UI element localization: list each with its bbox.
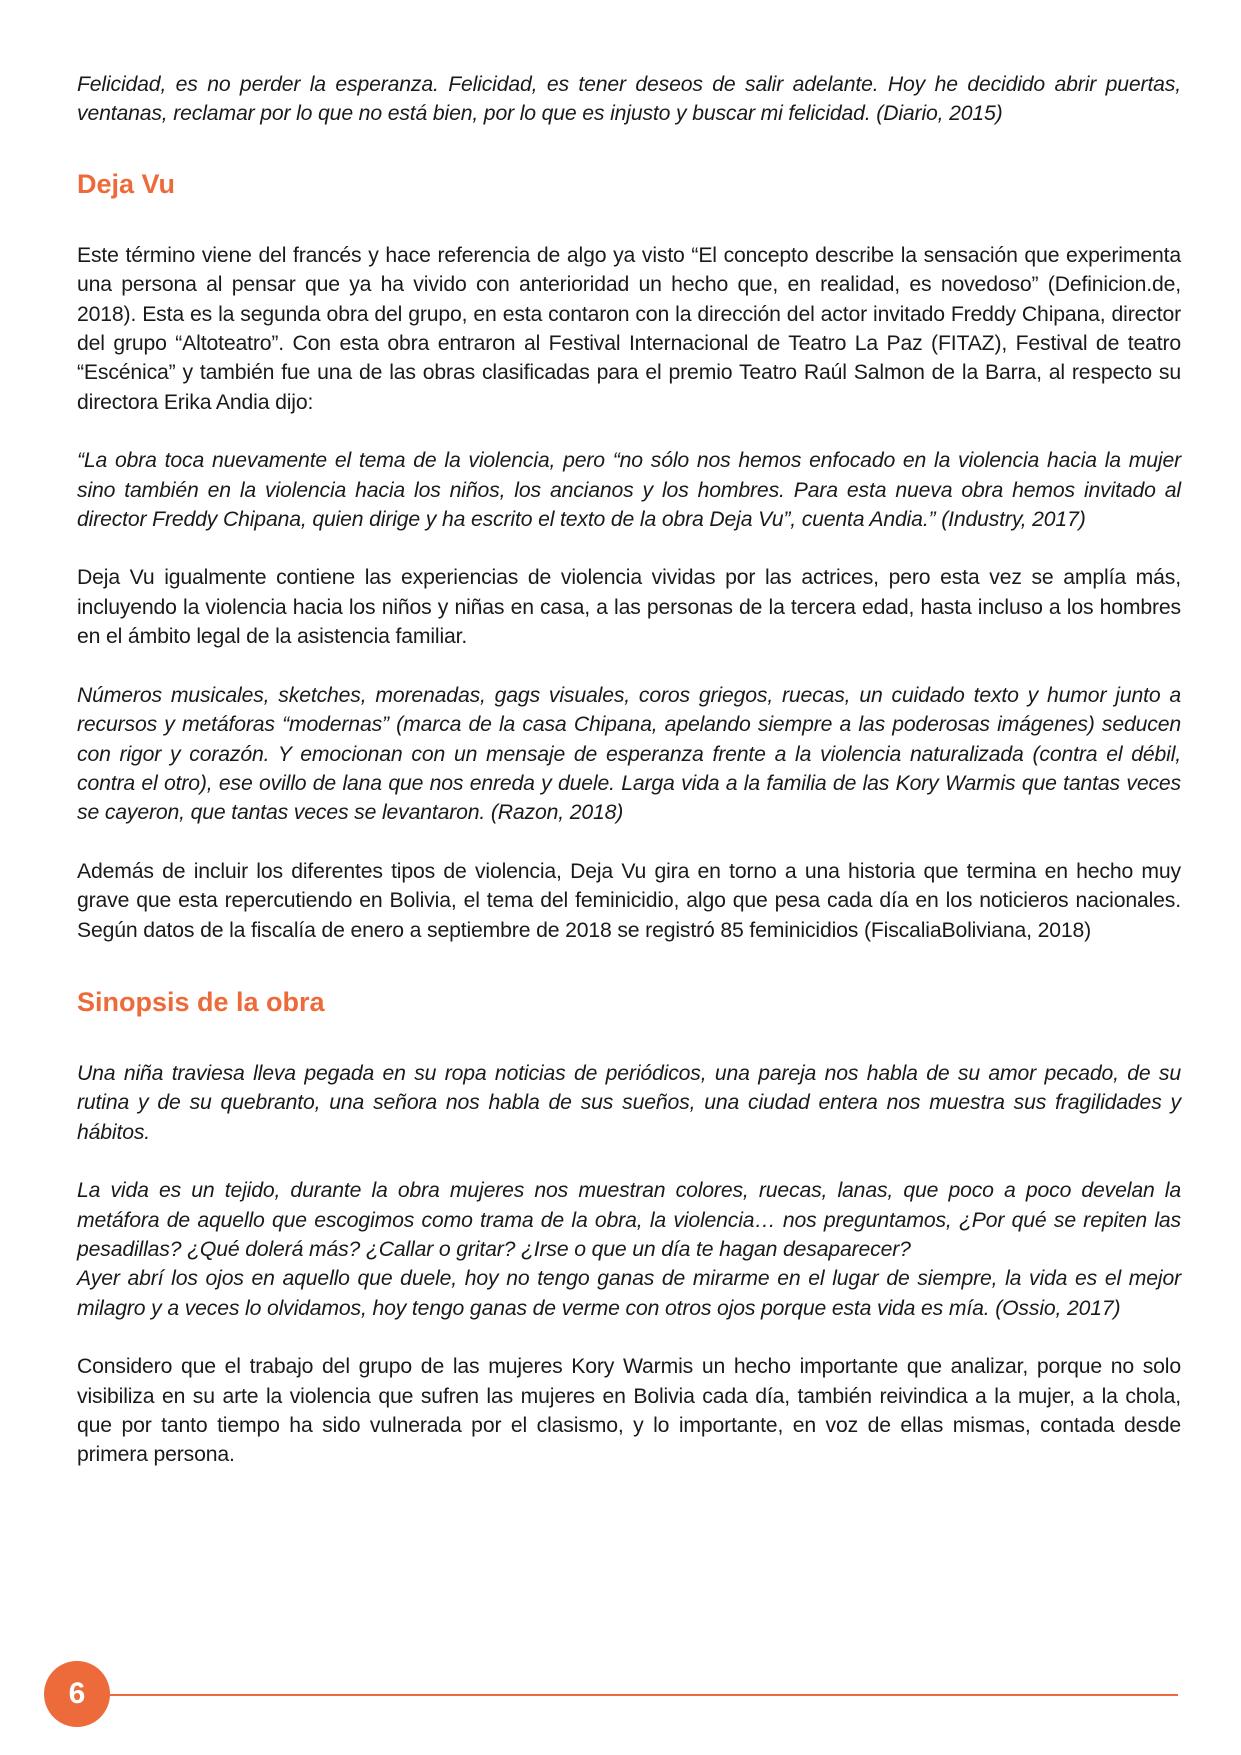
sinopsis-paragraph-2a: La vida es un tejido, durante la obra mujeres nos muestran colores, ruecas, lanas, que poco a poco develan la metáfora de aquello que escogimos como trama de la obra, la violencia… nos preguntamos, ¿Por qué se repiten las pesadillas? ¿Qué dolerá más? ¿Callar o gritar? ¿Irse o que un día te hagan desaparecer?: [77, 1179, 1181, 1261]
document-body: [77, 70, 1181, 1499]
footer-divider: [100, 1694, 1178, 1696]
deja-vu-paragraph-1: Este término viene del francés y hace referencia de algo ya visto “El concepto describe la sensación que experimenta una persona al pensar que ya ha vivido con anterioridad un hecho que, en realidad, es novedoso” (Definicion.de, 2018). Esta es la segunda obra del grupo, en esta contaron con la dirección del actor invitado Freddy Chipana, director del grupo “Altoteatro”. Con esta obra entraron al Festival Internacional de Teatro La Paz (FITAZ), Festival de teatro “Escénica” y también fue una de las obras clasificadas para el premio Teatro Raúl Salmon de la Barra, al respecto su directora Erika Andia dijo:: [77, 243, 1181, 414]
deja-vu-paragraph-3: Además de incluir los diferentes tipos de violencia, Deja Vu gira en torno a una historia que termina en hecho muy grave que esta repercutiendo en Bolivia, el tema del feminicidio, algo que pesa cada día en los noticieros nacionales. Según datos de la fiscalía de enero a septiembre de 2018 se registró 85 feminicidios (FiscaliaBoliviana, 2018): [77, 859, 1181, 942]
page-number: 6: [68, 1677, 86, 1710]
deja-vu-quote-paragraph: “La obra toca nuevamente el tema de la violencia, pero “no sólo nos hemos enfocado en la violencia hacia la mujer sino también en la violencia hacia los niños, los ancianos y los hombres. Para esta nueva obra hemos invitado al director Freddy Chipana, quien dirige y ha escrito el texto de la obra Deja Vu”, cuenta Andia.” (Industry, 2017): [77, 449, 1181, 532]
section-heading-deja-vu: Deja Vu: [77, 168, 176, 199]
sinopsis-paragraph-2b: Ayer abrí los ojos en aquello que duele, hoy no tengo ganas de mirarme en el lugar de siempre, la vida es el mejor milagro y a veces lo olvidamos, hoy tengo ganas de verme con otros ojos porque esta vida es mía. (Ossio, 2017): [77, 1267, 1181, 1320]
razon-quote-paragraph: Números musicales, sketches, morenadas, gags visuales, coros griegos, ruecas, un cuidado texto y humor junto a recursos y metáforas “modernas” (marca de la casa Chipana, apelando siempre a las poderosas imágenes) seducen con rigor y corazón. Y emocionan con un mensaje de esperanza frente a la violencia naturalizada (contra el débil, contra el otro), ese ovillo de lana que nos enreda y duele. Larga vida a la familia de las Kory Warmis que tantas veces se cayeron, que tantas veces se levantaron. (Razon, 2018): [77, 683, 1181, 825]
page-number-badge: [44, 1661, 110, 1727]
sinopsis-paragraph-1: Una niña traviesa lleva pegada en su ropa noticias de periódicos, una pareja nos habla de su amor pecado, de su rutina y de su quebranto, una señora nos habla de sus sueños, una ciudad entera nos muestra sus fragilidades y hábitos.: [77, 1061, 1181, 1144]
section-heading-sinopsis: Sinopsis de la obra: [77, 986, 325, 1017]
intro-quote-paragraph: Felicidad, es no perder la esperanza. Felicidad, es tener deseos de salir adelante. Hoy he decidido abrir puertas, ventanas, reclamar por lo que no está bien, por lo que es injusto y buscar mi felicidad. (Diario, 2015): [77, 73, 1181, 126]
conclusion-paragraph: Considero que el trabajo del grupo de las mujeres Kory Warmis un hecho importante que analizar, porque no solo visibiliza en su arte la violencia que sufren las mujeres en Bolivia cada día, también reivindica a la mujer, a la chola, que por tanto tiempo ha sido vulnerada por el clasismo, y lo importante, en voz de ellas mismas, contada desde primera persona.: [77, 1355, 1181, 1467]
deja-vu-paragraph-2: Deja Vu igualmente contiene las experiencias de violencia vividas por las actrices, pero esta vez se amplía más, incluyendo la violencia hacia los niños y niñas en casa, a las personas de la tercera edad, hasta incluso a los hombres en el ámbito legal de la asistencia familiar.: [77, 566, 1181, 649]
